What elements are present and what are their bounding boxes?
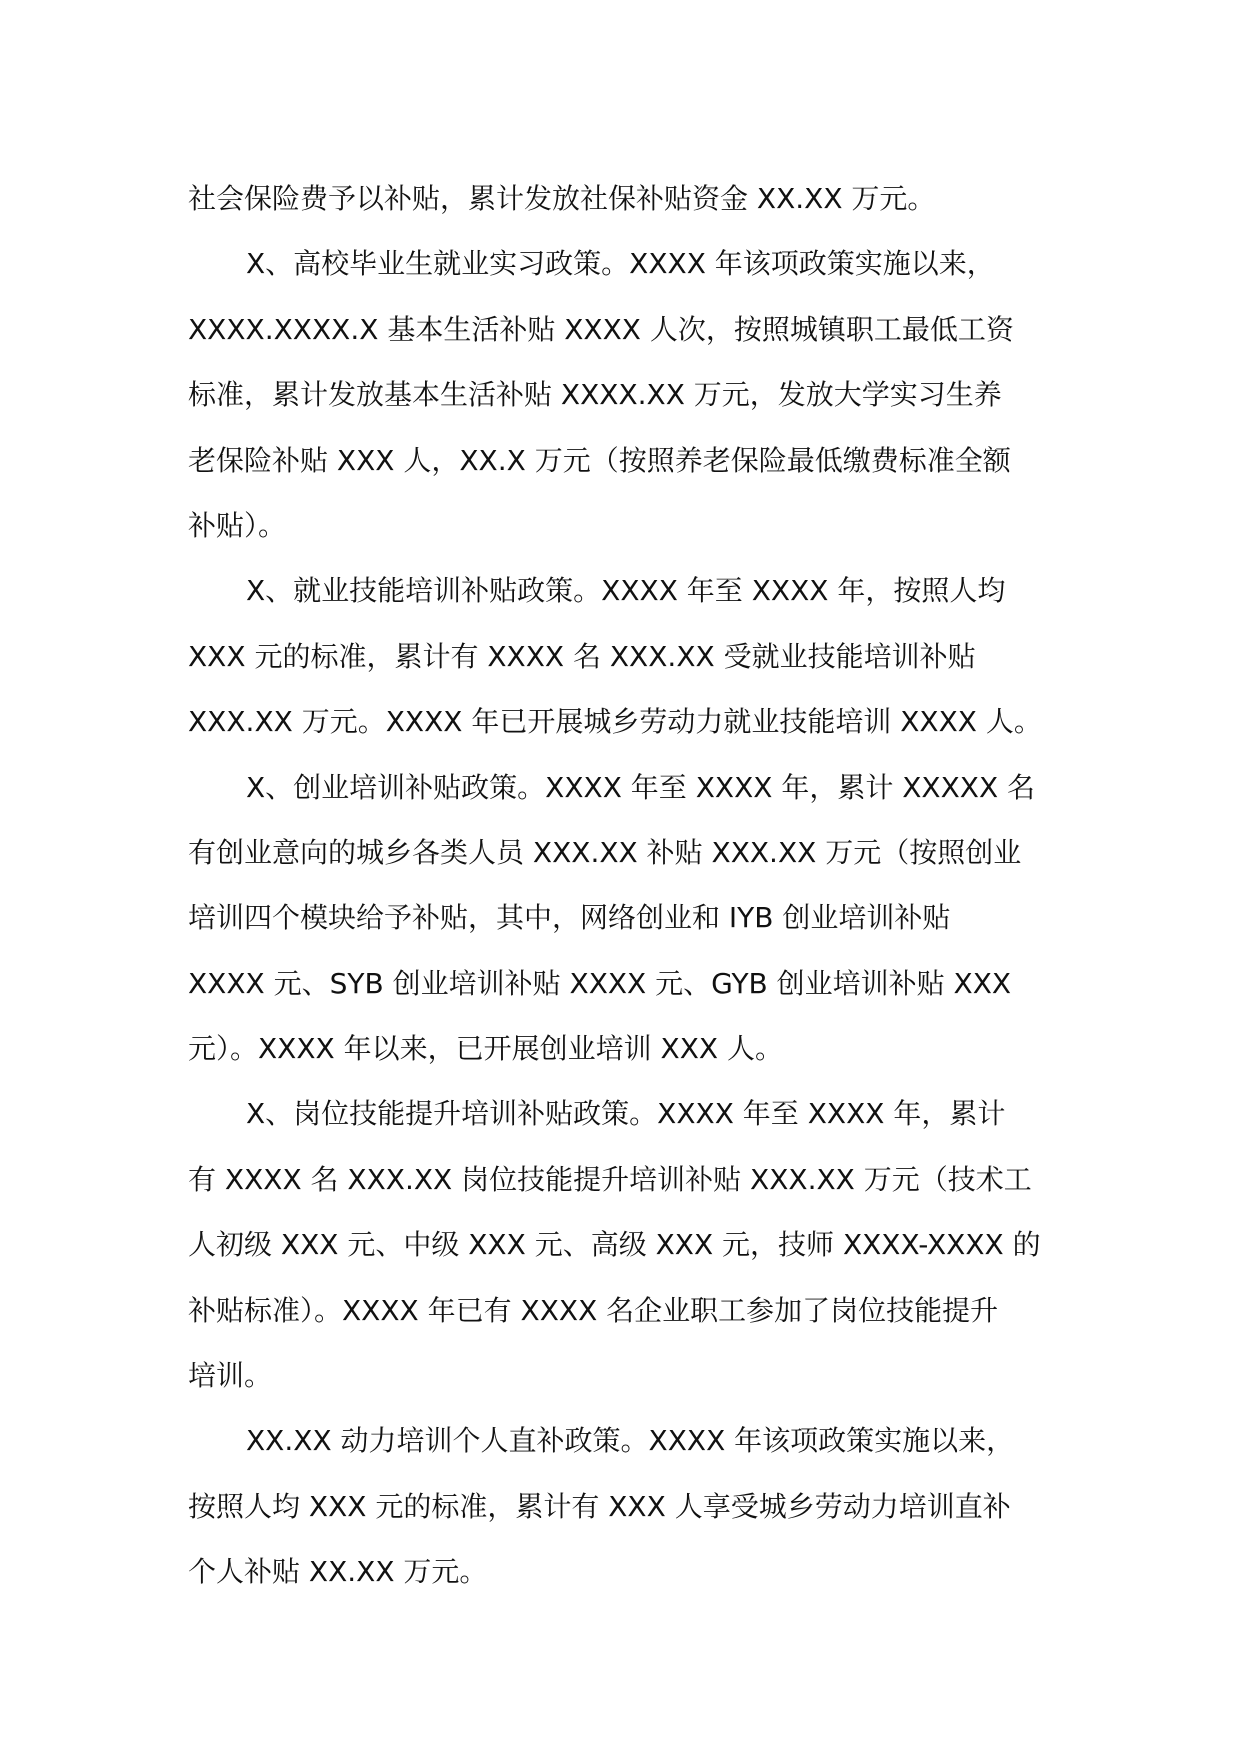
text-line: 培训四个模块给予补贴，其中，网络创业和 IYB 创业培训补贴 (188, 901, 951, 935)
text-line: 补贴标准）。XXXX 年已有 XXXX 名企业职工参加了岗位技能提升 (188, 1293, 999, 1327)
text-line: 有 XXXX 名 XXX.XX 岗位技能提升培训补贴 XXX.XX 万元（技术工 (188, 1162, 1032, 1196)
text-line: XX.XX 动力培训个人直补政策。XXXX 年该项政策实施以来， (246, 1424, 1015, 1458)
document-body (188, 166, 1060, 1605)
text-line: 按照人均 XXX 元的标准，累计有 XXX 人享受城乡劳动力培训直补 (188, 1489, 1011, 1523)
text-line: XXX.XX 万元。XXXX 年已开展城乡劳动力就业技能培训 XXXX 人。 (188, 705, 1042, 739)
text-line: 元）。XXXX 年以来，已开展创业培训 XXX 人。 (188, 1032, 783, 1066)
text-line: X、岗位技能提升培训补贴政策。XXXX 年至 XXXX 年，累计 (246, 1097, 1006, 1131)
text-line: 个人补贴 XX.XX 万元。 (188, 1555, 488, 1589)
text-line: 人初级 XXX 元、中级 XXX 元、高级 XXX 元，技师 XXXX-XXXX 的 (188, 1228, 1041, 1262)
text-line: XXX 元的标准，累计有 XXXX 名 XXX.XX 受就业技能培训补贴 (188, 639, 976, 673)
text-line: XXXX 元、SYB 创业培训补贴 XXXX 元、GYB 创业培训补贴 XXX (188, 966, 1012, 1000)
text-line: 老保险补贴 XXX 人，XX.X 万元（按照养老保险最低缴费标准全额 (188, 443, 1011, 477)
text-line: 社会保险费予以补贴，累计发放社保补贴资金 XX.XX 万元。 (188, 182, 936, 215)
text-line: 培训。 (188, 1359, 273, 1393)
text-line: XXXX.XXXX.X 基本生活补贴 XXXX 人次，按照城镇职工最低工资 (188, 312, 1014, 346)
text-line: 标准，累计发放基本生活补贴 XXXX.XX 万元，发放大学实习生养 (188, 378, 1002, 412)
text-line: 补贴）。 (188, 508, 287, 542)
text-line: X、创业培训补贴政策。XXXX 年至 XXXX 年，累计 XXXXX 名 (246, 770, 1036, 804)
text-line: X、就业技能培训补贴政策。XXXX 年至 XXXX 年，按照人均 (246, 574, 1006, 608)
text-line: X、高校毕业生就业实习政策。XXXX 年该项政策实施以来， (246, 247, 995, 281)
text-line: 有创业意向的城乡各类人员 XXX.XX 补贴 XXX.XX 万元（按照创业 (188, 835, 1022, 869)
